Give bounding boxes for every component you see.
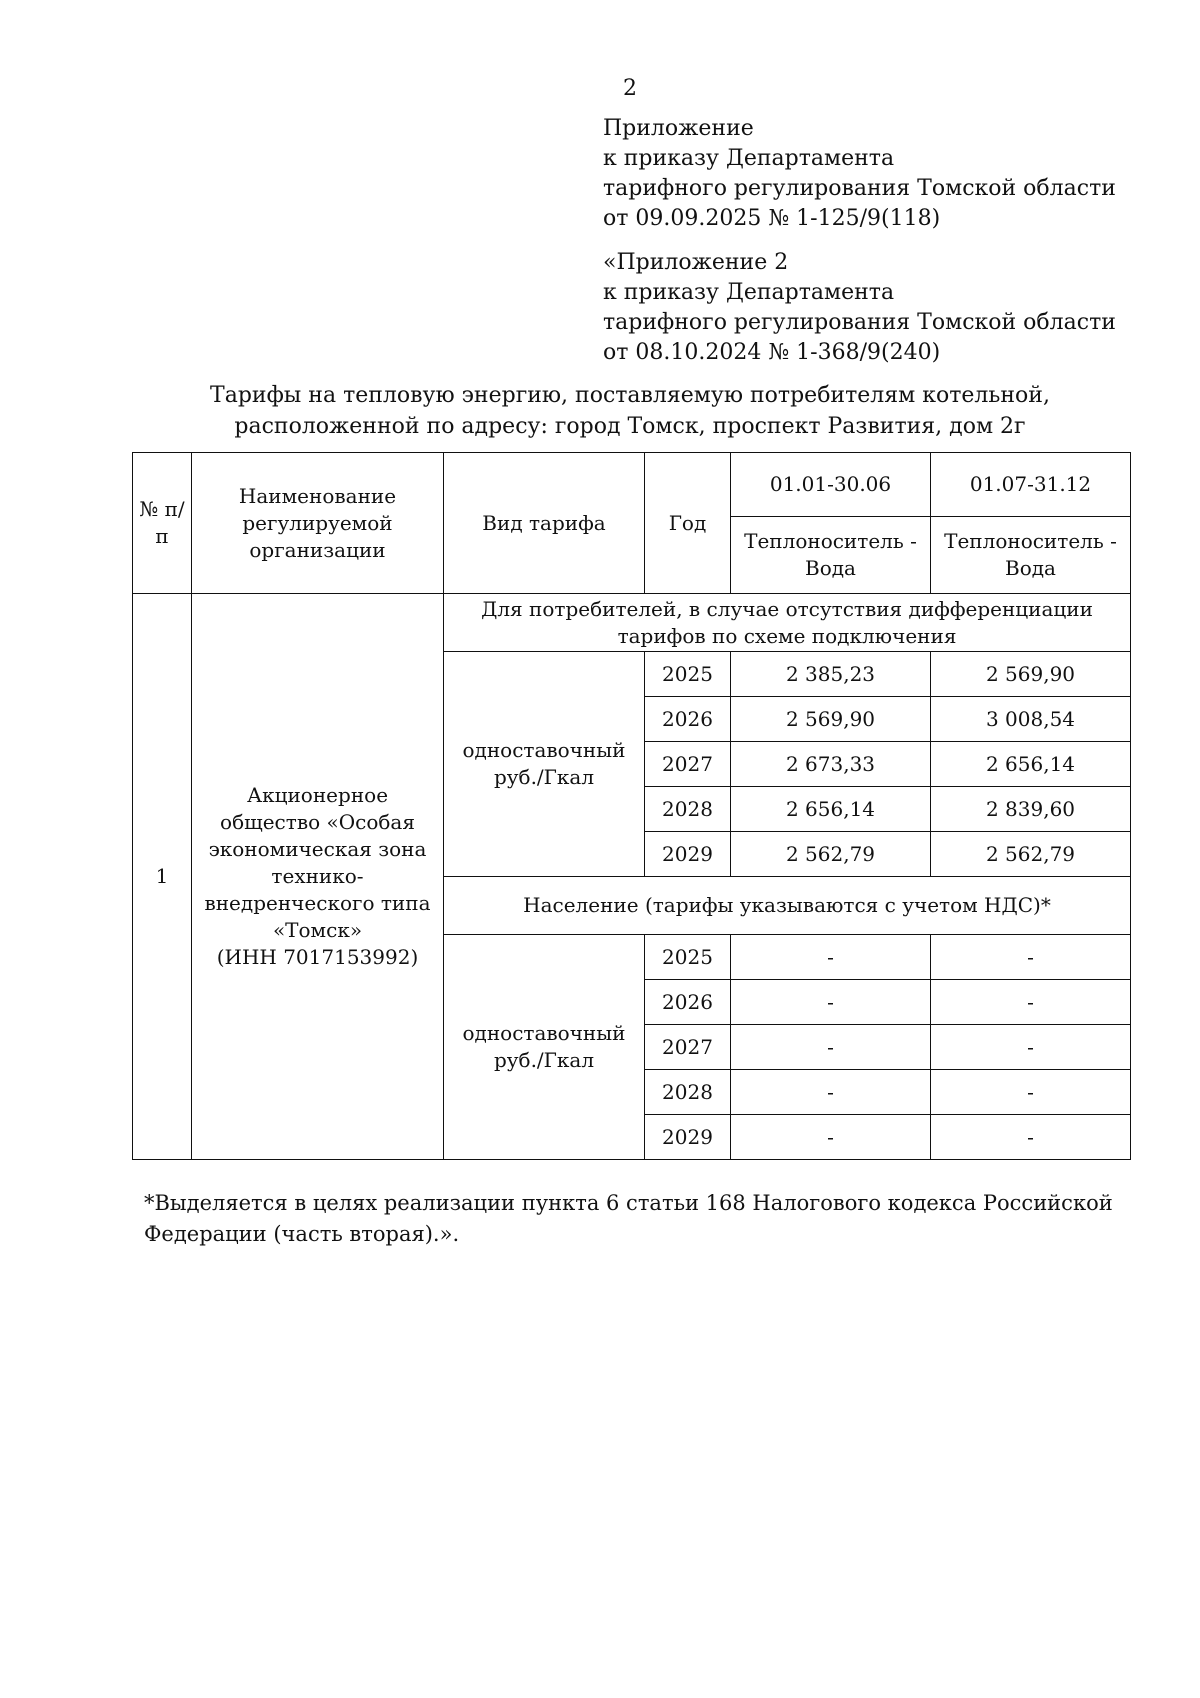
tariff-type-cell: одноставочный руб./Гкал (444, 652, 645, 877)
approval-line: к приказу Департамента (603, 146, 895, 171)
year-cell: 2026 (645, 697, 731, 742)
document-title (130, 380, 1130, 442)
value-cell: 2 569,90 (931, 652, 1131, 697)
header-row (133, 453, 1131, 517)
org-line: технико- (271, 864, 364, 888)
value-cell: - (931, 1025, 1131, 1070)
approval-line: от 09.09.2025 № 1-125/9(118) (603, 206, 941, 231)
title-line: Тарифы на тепловую энергию, поставляемую потребителям котельной, (210, 383, 1050, 408)
year-cell: 2027 (645, 742, 731, 787)
value-cell: 2 562,79 (731, 832, 931, 877)
header-carrier-1: Теплоноситель - Вода (731, 517, 931, 594)
value-cell: 2 656,14 (731, 787, 931, 832)
year-cell: 2027 (645, 1025, 731, 1070)
group-title: Население (тарифы указываются с учетом НДС)* (444, 877, 1131, 935)
group-title-row (133, 594, 1131, 652)
value-cell: 2 385,23 (731, 652, 931, 697)
approval-line: «Приложение 2 (603, 250, 789, 275)
value-cell: 3 008,54 (931, 697, 1131, 742)
value-cell: - (931, 935, 1131, 980)
header-num: № п/п (133, 453, 192, 594)
header-period-1: 01.01-30.06 (731, 453, 931, 517)
value-cell: - (931, 1115, 1131, 1160)
year-cell: 2026 (645, 980, 731, 1025)
value-cell: 2 569,90 (731, 697, 931, 742)
year-cell: 2028 (645, 1070, 731, 1115)
approval-line: от 08.10.2024 № 1-368/9(240) (603, 340, 941, 365)
org-line: общество «Особая (220, 810, 415, 834)
approval-block-current (603, 114, 1163, 234)
tariff-type-cell: одноставочный руб./Гкал (444, 935, 645, 1160)
value-cell: - (731, 1025, 931, 1070)
row-number: 1 (133, 594, 192, 1160)
tariff-table (132, 452, 1131, 1160)
approval-line: к приказу Департамента (603, 280, 895, 305)
title-line: расположенной по адресу: город Томск, проспект Развития, дом 2г (234, 414, 1026, 439)
year-cell: 2029 (645, 1115, 731, 1160)
year-cell: 2025 (645, 652, 731, 697)
value-cell: - (931, 980, 1131, 1025)
value-cell: 2 673,33 (731, 742, 931, 787)
org-line: экономическая зона (208, 837, 427, 861)
footnote-line: *Выделяется в целях реализации пункта 6 статьи 168 Налогового кодекса Российской (144, 1191, 1113, 1215)
approval-line: тарифного регулирования Томской области (603, 310, 1116, 335)
org-line: Акционерное (246, 783, 389, 807)
footnote-line: Федерации (часть вторая).». (144, 1222, 460, 1246)
value-cell: - (731, 980, 931, 1025)
value-cell: - (731, 1115, 931, 1160)
header-tariff-type: Вид тарифа (444, 453, 645, 594)
org-line: (ИНН 7017153992) (216, 945, 419, 969)
value-cell: 2 656,14 (931, 742, 1131, 787)
footnote (144, 1188, 1134, 1250)
value-cell: 2 839,60 (931, 787, 1131, 832)
value-cell: - (731, 1070, 931, 1115)
year-cell: 2025 (645, 935, 731, 980)
approval-line: тарифного регулирования Томской области (603, 176, 1116, 201)
approval-block-previous (603, 248, 1163, 368)
year-cell: 2028 (645, 787, 731, 832)
header-organization: Наименование регулируемой организации (192, 453, 444, 594)
page-number: 2 (623, 76, 637, 101)
value-cell: 2 562,79 (931, 832, 1131, 877)
org-line: «Томск» (272, 918, 363, 942)
header-year: Год (645, 453, 731, 594)
group-title: Для потребителей, в случае отсутствия дифференциации тарифов по схеме подключения (444, 594, 1131, 652)
header-carrier-2: Теплоноситель - Вода (931, 517, 1131, 594)
approval-line: Приложение (603, 116, 754, 141)
organization-cell (192, 594, 444, 1160)
value-cell: - (731, 935, 931, 980)
year-cell: 2029 (645, 832, 731, 877)
org-line: внедренческого типа (204, 891, 431, 915)
header-period-2: 01.07-31.12 (931, 453, 1131, 517)
value-cell: - (931, 1070, 1131, 1115)
